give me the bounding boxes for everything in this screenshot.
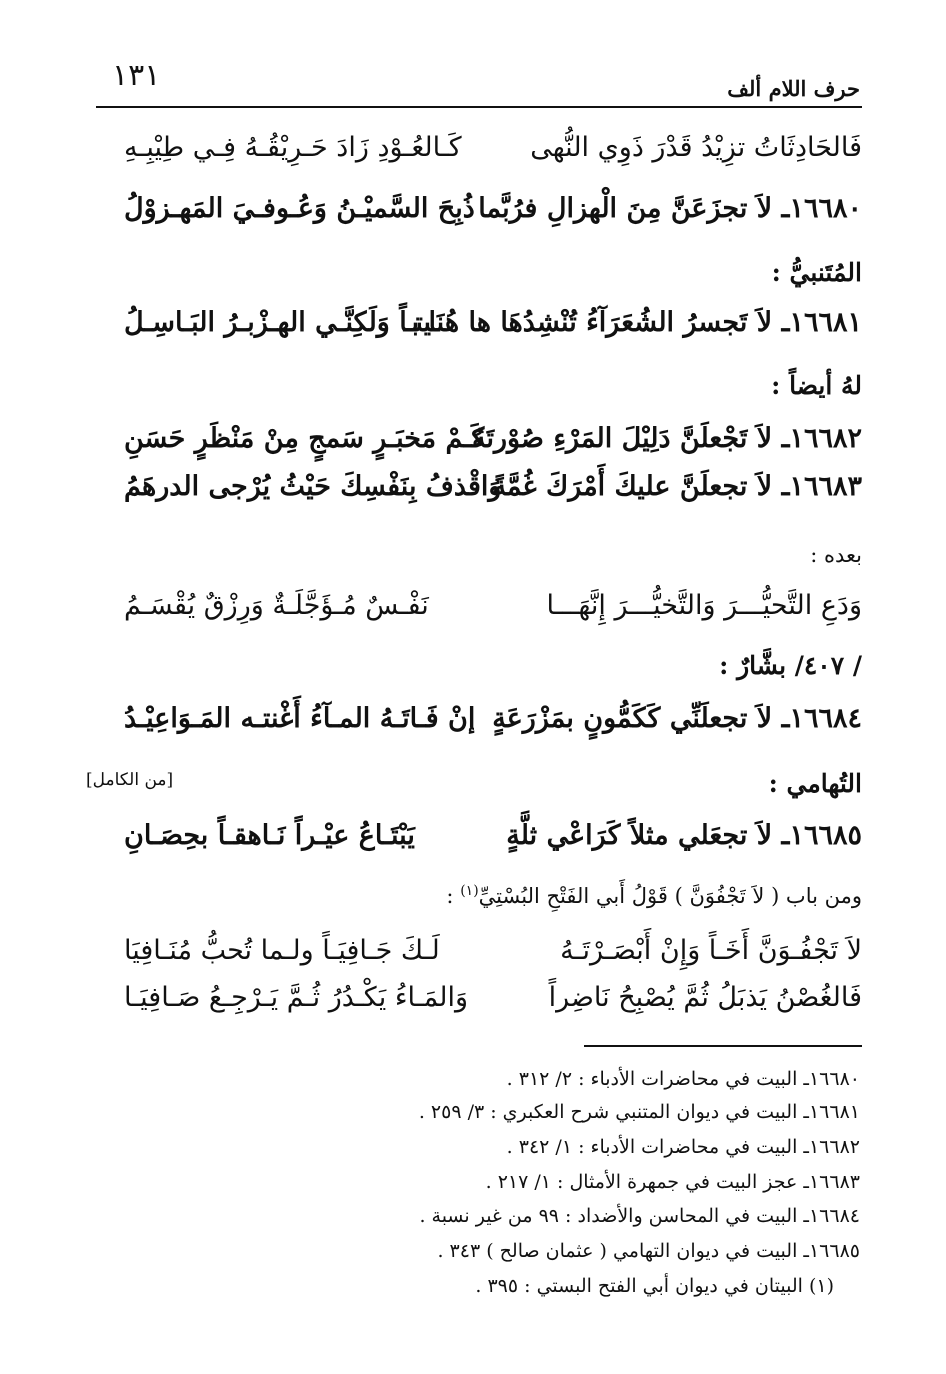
meter-label: [من الكامل] [86,770,174,790]
poet-heading: المُتَنبيُّ : [771,258,862,287]
verse-first-hemistich: لاَ تَجْفُـوَنَّ أَخَـاً وَإِنْ أَبْصَـرْتَـهُ [560,935,862,966]
verse-first-hemistich: ١٦٦٨١ـ لاَ تَجسرُ الشُعَرَآءُ تُنْشِدُهَا ها هُنَا بـ [403,307,862,338]
verse-second-hemistich: ذُبِحَ السَّميْـنُ وَعُـوفـيَ المَهـزوْلُ [124,193,475,224]
header-rule [96,106,862,108]
section-intro-tail: : [446,884,461,908]
verse-first-hemistich: وَدَعِ التَّحيُّـــرَ وَالتَّخيُّـــرَ إِنَّهَـــا [546,590,862,621]
verse-second-hemistich: وَالمَـاءُ يَكْـدُرُ ثُـمَّ يَـرْجِـعُ صَـافِيَـا [124,982,469,1013]
footnote: (١) البيتان في ديوان أبي الفتح البستي : ٣٩٥ . [475,1275,834,1297]
page-number: ١٣١ [112,58,161,93]
verse-second-hemistich: كَـمْ مَخبَـرٍ سَمجٍ مِنْ مَنْظَرٍ حَسَنِ [124,423,485,454]
verse-first-hemistich: فَالغُصْنُ يَذبَلُ ثُمَّ يُصْبِحُ نَاضِراً [548,982,862,1013]
verse-second-hemistich: وَاقْذفُ بِنَفْسِكَ حَيْثُ يُرْجى الدرهَمُ [124,471,502,502]
verse-first-hemistich: ١٦٦٨٥ـ لاَ تجعَلي مثلاً كَرَاعْي ثلَّةٍ [506,820,862,851]
verse-second-hemistich: لَـكَ جَـافِيَـاً ولـما تُحبُّ مُنَـافِيَا [124,935,440,966]
footnote-marker: (١) [460,883,479,899]
footnote: ١٦٦٨٢ـ البيت في محاضرات الأدباء : ١/ ٣٤٢ . [506,1136,860,1158]
verse-second-hemistich: كَـالعُـوْدِ زَادَ حَـرِيْقُـهُ فِـي طِيْبِـهِ [124,132,462,163]
verse-first-hemistich: ١٦٦٨٤ـ لاَ تجعلَنِّي كَكَمُّونٍ بمَزْرَعَةٍ [492,703,862,734]
poet-heading: التُهامي : [768,769,862,798]
poet-heading: لهُ أيضاً : [771,371,862,400]
verse-second-hemistich: يَبْتَـاعُ عيْـراً نَـاهقـاً بحِصَـانِ [124,820,415,851]
verse-second-hemistich: نَفْـسٌ مُـؤَجَّلَـةٌ وَرِزْقٌ يُقْسَـمُ [124,590,429,621]
section-intro-text: ومن باب ( لاَ تَجْفُوَنَّ ) قَوْلُ أَبي الفَتْحِ البُسْتِيِّ [478,884,862,908]
footnote: ١٦٦٨١ـ البيت في ديوان المتنبي شرح العكبري : ٣/ ٢٥٩ . [418,1101,860,1123]
verse-first-hemistich: ١٦٦٨٠ـ لاَ تجزَعَنَّ مِنَ الْهزالِ فرُبَّما [478,193,862,224]
verse-first-hemistich: ١٦٦٨٣ـ لاَ تجعلَنَّ عليكَ أَمْرَكَ غُمَّةً [492,471,862,502]
footnotes-rule [584,1045,862,1047]
continuation-label: بعده : [810,543,862,567]
section-intro [446,883,862,908]
footnote: ١٦٦٨٠ـ البيت في محاضرات الأدباء : ٢/ ٣١٢ . [506,1068,860,1090]
verse-first-hemistich: ١٦٦٨٢ـ لاَ تَجْعلَنَّ دَلِيْلَ المَرْءِ صُوْرتَهُ [472,423,862,454]
footnote: ١٦٦٨٥ـ البيت في ديوان التهامي ( عثمان صالح ) ٣٤٣ . [437,1240,860,1262]
footnote: ١٦٦٨٣ـ عجز البيت في جمهرة الأمثال : ١/ ٢١٧ . [485,1171,860,1193]
footnote: ١٦٦٨٤ـ البيت في المحاسن والأضداد : ٩٩ من غير نسبة . [419,1205,860,1227]
verse-second-hemistich: إنْ فَـاتَـهُ المـآءُ أَغْنتـه المَـوَاعِيْـدُ [124,703,476,734]
verse-first-hemistich: فَالحَادِثَاتُ تزِيْدُ قَدْرَ ذَوِي النُّهى [530,132,862,163]
verse-second-hemistich: ـيتـاً وَلَكِنَّـي الهـزْبـرُ البَـاسِـلُ [124,307,440,338]
running-title: حرف اللام ألف [727,76,860,101]
poet-heading: / ٤٠٧/ بشَّارٌ : [719,651,862,680]
